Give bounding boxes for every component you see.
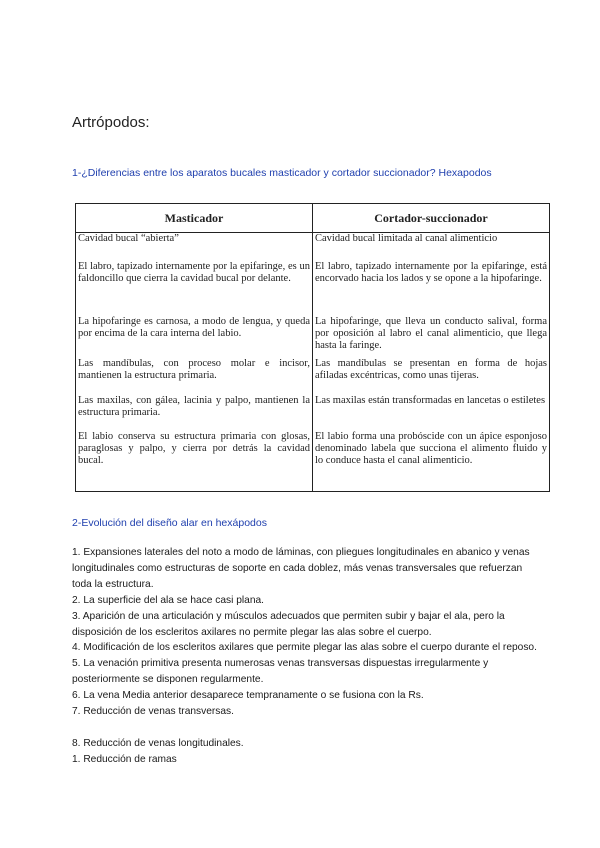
table-row (76, 261, 550, 316)
question-1: 1-¿Diferencias entre los aparatos bucales masticador y cortador succionador? Hexapodos (72, 167, 492, 179)
table-cell: Las maxilas están transformadas en lancetas o estiletes (313, 395, 550, 431)
table-row (76, 395, 550, 431)
header-masticador: Masticador (76, 204, 313, 233)
table-header-row (76, 204, 550, 233)
spacer (72, 720, 542, 736)
list-item: 2. La superficie del ala se hace casi plana. (72, 594, 264, 606)
list-item: 4. Modificación de los escleritos axilares que permite plegar las alas sobre el cuerpo durante el reposo. (72, 642, 537, 654)
page-title: Artrópodos: (72, 114, 150, 131)
comparison-table (75, 203, 550, 492)
table-cell: La hipofaringe es carnosa, a modo de lengua, y queda por encima de la cara interna del labio. (76, 316, 313, 358)
question-2: 2-Evolución del diseño alar en hexápodos (72, 517, 267, 529)
list-item: 7. Reducción de venas transversas. (72, 706, 234, 718)
table-cell: Las maxilas, con gálea, lacinia y palpo, mantienen la estructura primaria. (76, 395, 313, 431)
list-item: 5. La venación primitiva presenta numerosas venas transversas dispuestas irregularmente y posteriormente se disponen regularmente. (72, 658, 489, 686)
table-cell: Cavidad bucal limitada al canal alimenticio (313, 233, 550, 262)
table-cell: El labio forma una probóscide con un ápice esponjoso denominado labela que succiona el alimento fluido y lo conduce hasta el canal alimenticio. (313, 431, 550, 492)
table-cell: La hipofaringe, que lleva un conducto salival, forma por oposición al labro el canal alimenticio, que llega hasta la faringe. (313, 316, 550, 358)
list-item: 3. Aparición de una articulación y músculos adecuados que permiten subir y bajar el ala, pero la disposición de los escleritos axilares no permite plegar las alas sobre el cuerpo. (72, 610, 505, 638)
list-item: 1. Reducción de ramas (72, 753, 177, 765)
header-cortador-succionador: Cortador-succionador (313, 204, 550, 233)
table-cell: Cavidad bucal “abierta” (76, 233, 313, 262)
table-row (76, 316, 550, 358)
list-item: 1. Expansiones laterales del noto a modo de láminas, con pliegues longitudinales en abanico y venas longitudinales como estructuras de soporte en cada doblez, más venas transversales que refuerzan toda la estructura. (72, 547, 530, 590)
table-cell: El labro, tapizado internamente por la epifaringe, es un faldoncillo que cierra la cavidad bucal por delante. (76, 261, 313, 316)
table-cell: El labro, tapizado internamente por la epifaringe, está encorvado hacia los lados y se opone a la hipofaringe. (313, 261, 550, 316)
list-item: 8. Reducción de venas longitudinales. (72, 737, 244, 749)
table-cell: Las mandíbulas se presentan en forma de hojas afiladas excéntricas, como unas tijeras. (313, 358, 550, 395)
list-item: 6. La vena Media anterior desaparece tempranamente o se fusiona con la Rs. (72, 690, 424, 702)
table-row (76, 431, 550, 492)
table-row (76, 358, 550, 395)
table-cell: El labio conserva su estructura primaria con glosas, paraglosas y palpo, y cierra por detrás la cavidad bucal. (76, 431, 313, 492)
table-row (76, 233, 550, 262)
table-cell: Las mandíbulas, con proceso molar e incisor, mantienen la estructura primaria. (76, 358, 313, 395)
wing-evolution-list (72, 545, 542, 768)
